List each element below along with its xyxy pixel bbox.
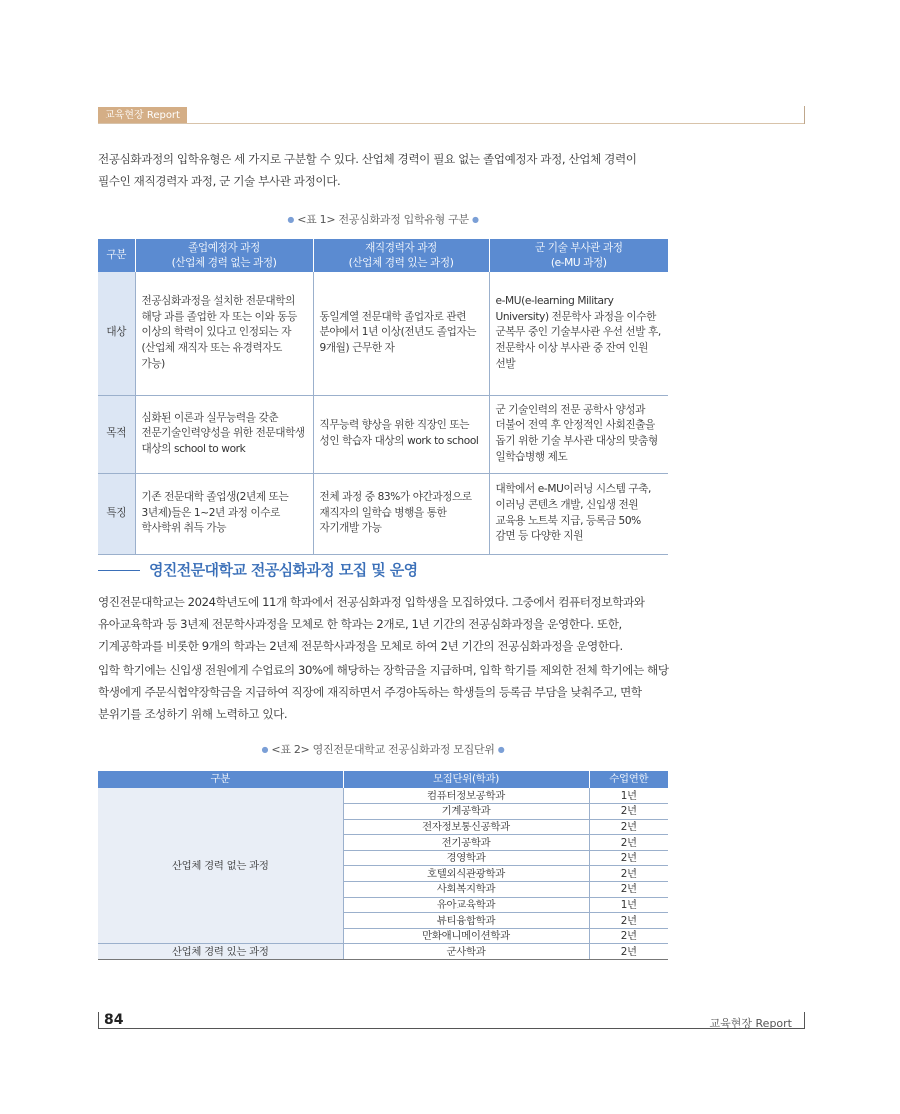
row-label: 대상 bbox=[98, 272, 135, 395]
years-cell: 1년 bbox=[589, 897, 668, 913]
group-label: 산업체 경력 있는 과정 bbox=[98, 944, 343, 960]
dept-cell: 만화애니메이션학과 bbox=[343, 928, 589, 944]
row-label: 목적 bbox=[98, 395, 135, 473]
years-cell: 2년 bbox=[589, 913, 668, 929]
table2-header: 수업연한 bbox=[589, 771, 668, 788]
table-row bbox=[98, 788, 668, 804]
header-divider bbox=[98, 123, 805, 124]
caption-dot-icon: ● bbox=[497, 745, 505, 754]
header-tag: 교육현장 Report bbox=[98, 107, 187, 124]
table-cell: 대학에서 e-MU이러닝 시스템 구축, 이러닝 콘텐츠 개발, 신입생 전원 교육용 노트북 지급, 등록금 50% 감면 등 다양한 지원 bbox=[489, 473, 668, 554]
table-row bbox=[98, 944, 668, 960]
section-title: 영진전문대학교 전공심화과정 모집 및 운영 bbox=[149, 561, 418, 579]
body-paragraph: 영진전문대학교는 2024학년도에 11개 학과에서 전공심화과정 입학생을 모집하였다. 그중에서 컴퓨터정보학과와 유아교육학과 등 3년제 전문학사과정을 모체로 한 학과는 2개로, 1년 기간의 전공심화과정을 운영한다. 또한, 기계공학과를 비롯한 9개의 학과는 2년제 전문학사과정을 모체로 하여 2년 기간의 전공심화과정을 운영한다. bbox=[98, 595, 645, 653]
years-cell: 1년 bbox=[589, 788, 668, 804]
dept-cell: 사회복지학과 bbox=[343, 882, 589, 898]
admission-type-table bbox=[98, 239, 668, 555]
dept-cell: 호텔외식관광학과 bbox=[343, 866, 589, 882]
intro-paragraph: 전공심화과정의 입학유형은 세 가지로 구분할 수 있다. 산업체 경력이 필요 없는 졸업예정자 과정, 산업체 경력이 필수인 재직경력자 과정, 군 기술 부사관 과정이다. bbox=[98, 152, 637, 188]
table1-caption-text: <표 1> 전공심화과정 입학유형 구분 bbox=[297, 213, 469, 226]
recruitment-unit-table bbox=[98, 771, 668, 960]
row-label: 특징 bbox=[98, 473, 135, 554]
table2-header: 구분 bbox=[98, 771, 343, 788]
table1-corner: 구분 bbox=[98, 239, 135, 272]
caption-dot-icon: ● bbox=[287, 215, 295, 224]
table1-col-header: 졸업예정자 과정 (산업체 경력 없는 과정) bbox=[135, 239, 313, 272]
years-cell: 2년 bbox=[589, 866, 668, 882]
dept-cell: 기계공학과 bbox=[343, 804, 589, 820]
dept-cell: 컴퓨터정보공학과 bbox=[343, 788, 589, 804]
table1-col-header: 군 기술 부사관 과정 (e-MU 과정) bbox=[489, 239, 668, 272]
years-cell: 2년 bbox=[589, 804, 668, 820]
table-row bbox=[98, 395, 668, 473]
dept-cell: 전기공학과 bbox=[343, 835, 589, 851]
years-cell: 2년 bbox=[589, 944, 668, 960]
table-cell: 기존 전문대학 졸업생(2년제 또는 3년제)들은 1~2년 과정 이수로 학사학위 취득 가능 bbox=[135, 473, 313, 554]
dept-cell: 유아교육학과 bbox=[343, 897, 589, 913]
section-rule bbox=[98, 570, 140, 571]
table-row bbox=[98, 473, 668, 554]
dept-cell: 뷰티융합학과 bbox=[343, 913, 589, 929]
years-cell: 2년 bbox=[589, 819, 668, 835]
table2-header: 모집단위(학과) bbox=[343, 771, 589, 788]
table-cell: 군 기술인력의 전문 공학사 양성과 더불어 전역 후 안정적인 사회진출을 돕기 위한 기술 부사관 대상의 맞춤형 일학습병행 제도 bbox=[489, 395, 668, 473]
table1-caption bbox=[98, 211, 668, 227]
years-cell: 2년 bbox=[589, 928, 668, 944]
table-cell: 동일계열 전문대학 졸업자로 관련 분야에서 1년 이상(전년도 졸업자는 9개월) 근무한 자 bbox=[313, 272, 489, 395]
table2-caption bbox=[98, 741, 668, 757]
dept-cell: 전자정보통신공학과 bbox=[343, 819, 589, 835]
page-number: 84 bbox=[104, 1012, 124, 1028]
years-cell: 2년 bbox=[589, 850, 668, 866]
years-cell: 2년 bbox=[589, 882, 668, 898]
table-row bbox=[98, 272, 668, 395]
years-cell: 2년 bbox=[589, 835, 668, 851]
table-cell: 전공심화과정을 설치한 전문대학의 해당 과를 졸업한 자 또는 이와 동등 이상의 학력이 있다고 인정되는 자(산업체 재직자 또는 유경력자도 가능) bbox=[135, 272, 313, 395]
table-cell: 직무능력 향상을 위한 직장인 또는 성인 학습자 대상의 work to school bbox=[313, 395, 489, 473]
header-tick bbox=[804, 106, 805, 124]
dept-cell: 군사학과 bbox=[343, 944, 589, 960]
table2-caption-text: <표 2> 영진전문대학교 전공심화과정 모집단위 bbox=[271, 743, 495, 756]
table-cell: 심화된 이론과 실무능력을 갖춘 전문기술인력양성을 위한 전문대학생 대상의 school to work bbox=[135, 395, 313, 473]
footer-tick bbox=[98, 1012, 99, 1028]
footer-title: 교육현장 Report bbox=[709, 1017, 792, 1030]
body-paragraph: 입학 학기에는 신입생 전원에게 수업료의 30%에 해당하는 장학금을 지급하며, 입학 학기를 제외한 전체 학기에는 해당 학생에게 주문식협약장학금을 지급하여 직장에 재직하면서 주경야독하는 학생들의 등록금 부담을 낮춰주고, 면학 분위기를 조성하기 위해 노력하고 있다. bbox=[98, 663, 669, 721]
footer-tick bbox=[804, 1012, 805, 1028]
table-cell: 전체 과정 중 83%가 야간과정으로 재직자의 일학습 병행을 통한 자기개발 가능 bbox=[313, 473, 489, 554]
caption-dot-icon: ● bbox=[261, 745, 269, 754]
group-label: 산업체 경력 없는 과정 bbox=[98, 788, 343, 944]
table1-col-header: 재직경력자 과정 (산업체 경력 있는 과정) bbox=[313, 239, 489, 272]
dept-cell: 경영학과 bbox=[343, 850, 589, 866]
table-cell: e-MU(e-learning Military University) 전문학사 과정을 이수한 군복무 중인 기술부사관 우선 선발 후, 전문학사 이상 부사관 중 잔여 인원 선발 bbox=[489, 272, 668, 395]
caption-dot-icon: ● bbox=[471, 215, 479, 224]
footer-divider bbox=[98, 1028, 805, 1029]
